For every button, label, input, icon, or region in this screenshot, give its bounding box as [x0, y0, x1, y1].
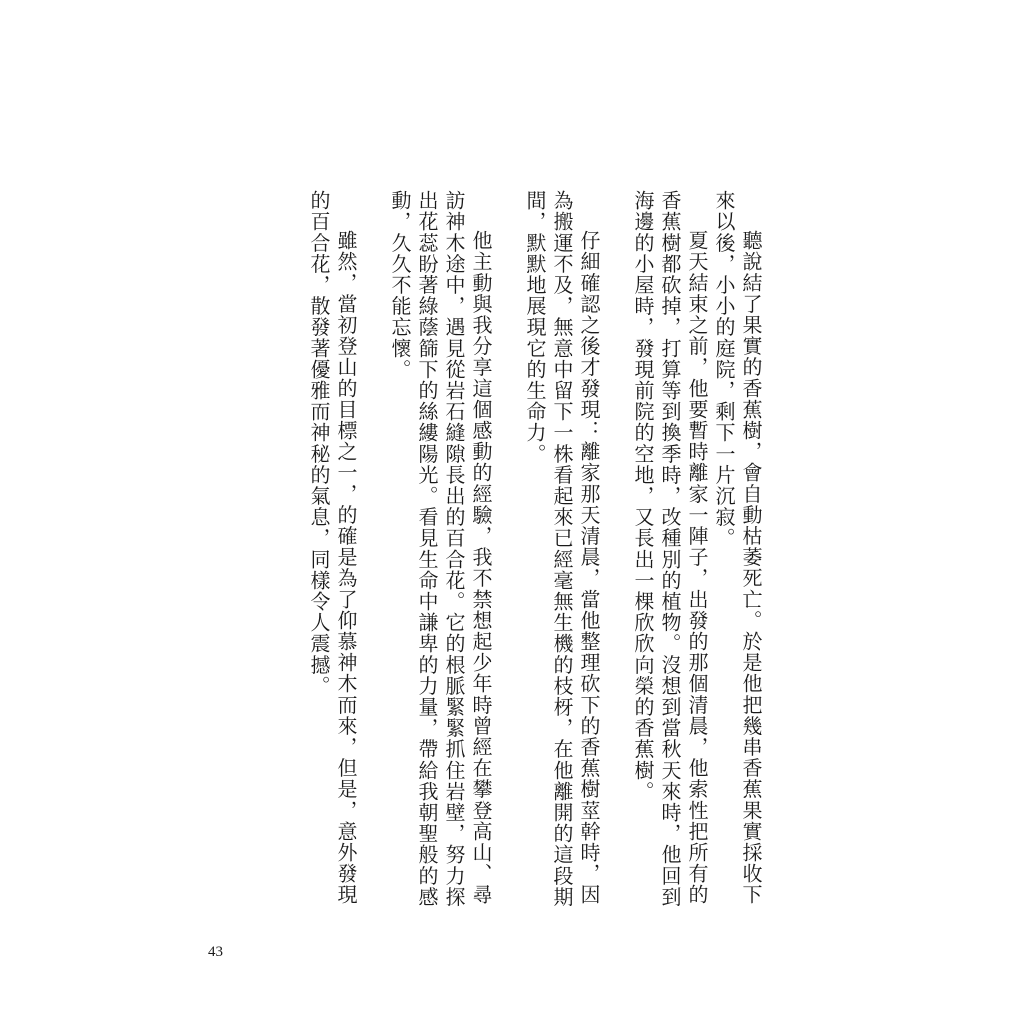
paragraph-1: 聽說結了果實的香蕉樹，會自動枯萎死亡。於是他把幾串香蕉果實採收下來以後，小小的庭院，剩下一片沉寂。: [712, 190, 763, 906]
paragraph-2: 夏天結束之前，他要暫時離家一陣子，出發的那個清晨，他索性把所有的香蕉樹都砍掉，打算等到換季時，改種別的植物。沒想到當秋天來時，他回到海邊的小屋時，發現前院的空地，又長出一棵欣欣向榮的香蕉樹。: [631, 190, 709, 908]
vertical-text-body: [228, 190, 764, 910]
page-number: 43: [208, 944, 223, 960]
paragraph-3: 仔細確認之後才發現：離家那天清晨，當他整理砍下的香蕉樹莖幹時，因為搬運不及，無意中留下一株看起來已經毫無生機的枝枒，在他離開的這段期間，默默地展現它的生命力。: [523, 190, 601, 908]
paragraph-5: 雖然，當初登山的目標之一，的確是為了仰慕神木而來，但是，意外發現的百合花，散發著優雅而神秘的氣息，同樣令人震撼。: [307, 190, 358, 906]
paragraph-4: 他主動與我分享這個感動的經驗，我不禁想起少年時曾經在攀登高山、尋訪神木途中，遇見從岩石縫隙長出的百合花。它的根脈緊緊抓住岩壁，努力探出花蕊盼著綠蔭篩下的絲縷陽光。看見生命中謙卑的力量，帶給我朝聖般的感動，久久不能忘懷。: [388, 190, 493, 908]
